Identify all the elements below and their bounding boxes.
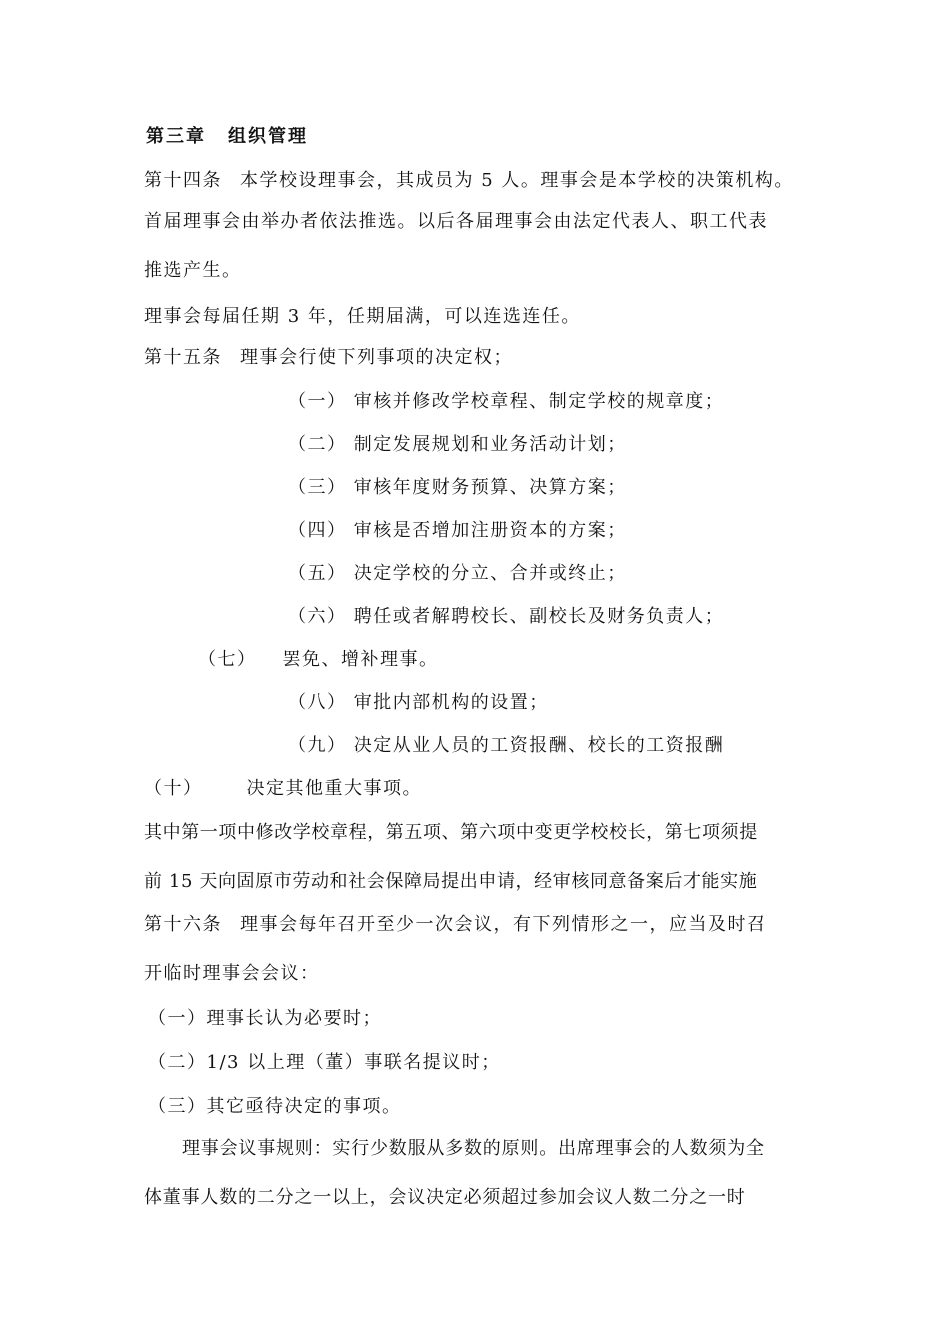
- list-item-7: [198, 647, 439, 673]
- article-15-label: 第十五条: [144, 347, 222, 368]
- article-14-label: 第十四条: [144, 170, 222, 191]
- item-10-number: （十）: [144, 778, 203, 799]
- item-7-number: （七）: [198, 649, 257, 670]
- chapter-heading: [146, 124, 308, 150]
- list-item: （一）理事长认为必要时；: [148, 1008, 382, 1029]
- list-item: （二）1/3 以上理（董）事联名提议时；: [148, 1052, 501, 1073]
- article-15-text: 理事会行使下列事项的决定权；: [240, 347, 513, 368]
- term-paragraph: 理事会每届任期 3 年，任期届满，可以连选连任。: [144, 306, 581, 327]
- list-item: （五） 决定学校的分立、合并或终止；: [288, 563, 627, 584]
- note-line-2: 前 15 天向固原市劳动和社会保障局提出申请，经审核同意备案后才能实施: [144, 871, 758, 892]
- list-item: （六） 聘任或者解聘校长、副校长及财务负责人；: [288, 606, 725, 627]
- item-7-text: 罢免、增补理事。: [282, 649, 439, 670]
- list-item: （九） 决定从业人员的工资报酬、校长的工资报酬: [288, 735, 725, 756]
- article-16-text: 理事会每年召开至少一次会议，有下列情形之一，应当及时召: [240, 914, 767, 935]
- item-10-text: 决定其他重大事项。: [246, 778, 422, 799]
- article-14-line-2: 首届理事会由举办者依法推选。以后各届理事会由法定代表人、职工代表: [144, 211, 768, 232]
- article-14-text: 本学校设理事会，其成员为 5 人。理事会是本学校的决策机构。: [240, 170, 794, 191]
- list-item: （二） 制定发展规划和业务活动计划；: [288, 434, 627, 455]
- article-16-line-2: 开临时理事会会议：: [144, 963, 320, 984]
- article-14-line-1: [144, 168, 794, 194]
- article-16-line-1: [144, 912, 767, 938]
- list-item: （八） 审批内部机构的设置；: [288, 692, 549, 713]
- note-line-1: 其中第一项中修改学校章程，第五项、第六项中变更学校校长，第七项须提: [144, 822, 758, 843]
- article-15-line: [144, 345, 513, 371]
- article-16-label: 第十六条: [144, 914, 222, 935]
- list-item: （三） 审核年度财务预算、决算方案；: [288, 477, 627, 498]
- article-14-line-3: 推选产生。: [144, 260, 242, 281]
- list-item: （三）其它亟待决定的事项。: [148, 1096, 402, 1117]
- chapter-number: 第三章: [146, 126, 206, 147]
- list-item-10: [144, 776, 422, 802]
- list-item: （一） 审核并修改学校章程、制定学校的规章度；: [288, 391, 725, 412]
- rules-line-1: 理事会议事规则：实行少数服从多数的原则。出席理事会的人数须为全: [182, 1138, 765, 1159]
- rules-line-2: 体董事人数的二分之一以上，会议决定必须超过参加会议人数二分之一时: [144, 1187, 746, 1208]
- list-item: （四） 审核是否增加注册资本的方案；: [288, 520, 627, 541]
- chapter-title: 组织管理: [228, 126, 308, 147]
